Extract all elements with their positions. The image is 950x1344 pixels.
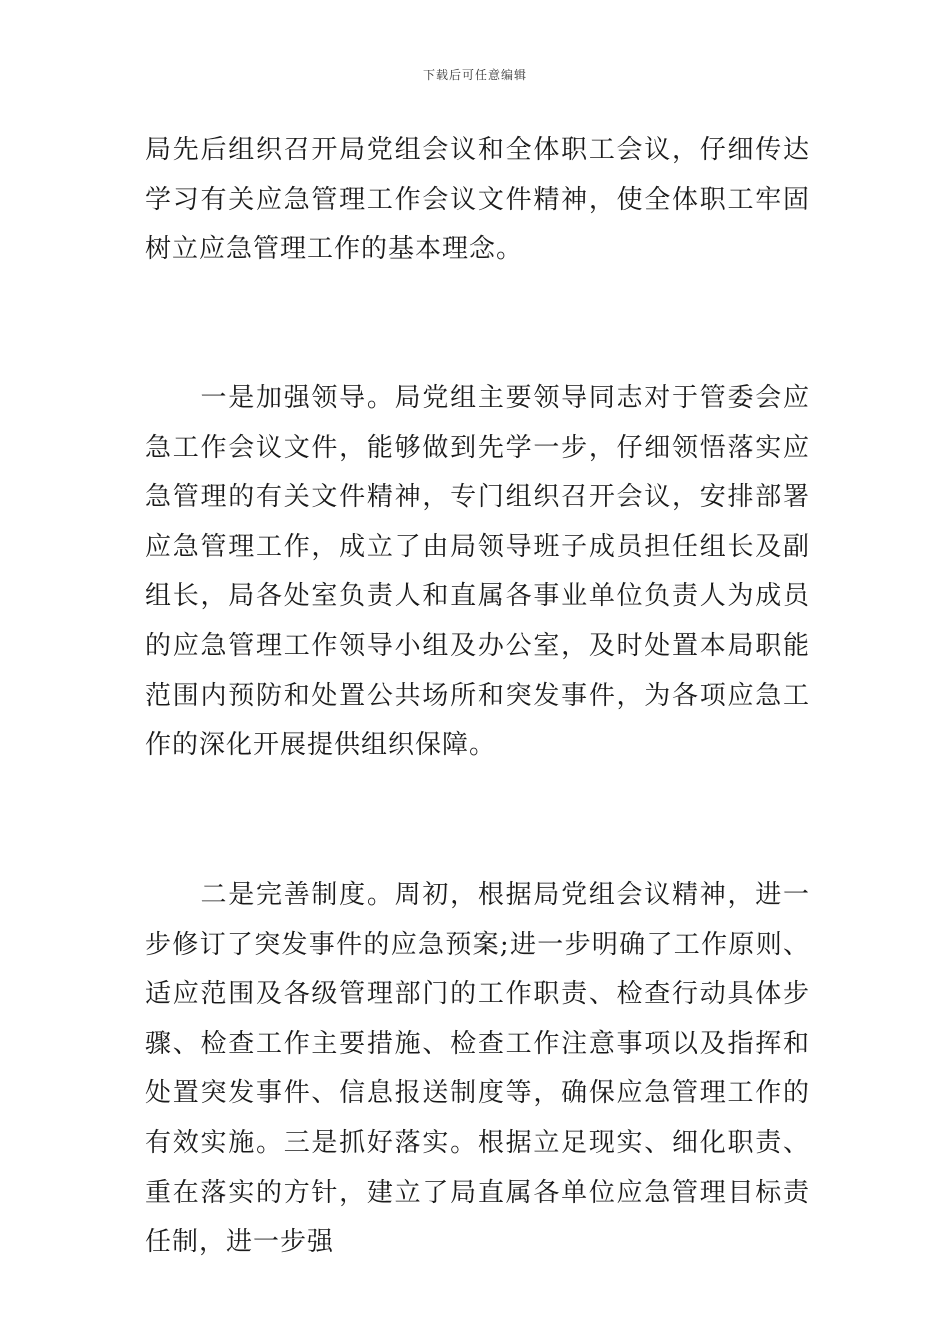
header-note: 下载后可任意编辑 — [422, 68, 527, 82]
body-paragraph-3: 二是完善制度。周初，根据局党组会议精神，进一步修订了突发事件的应急预案;进一步明确了工作原则、适应范围及各级管理部门的工作职责、检查行动具体步骤、检查工作主要措施、检查工作注意事项以及指挥和处置突发事件、信息报送制度等，确保应急管理工作的有效实施。三是抓好落实。根据立足现实、细化职责、重在落实的方针，建立了局直属各单位应急管理目标责任制，进一步强 — [145, 880, 810, 1258]
body-paragraph-2: 一是加强领导。局党组主要领导同志对于管委会应急工作会议文件，能够做到先学一步，仔细领悟落实应急管理的有关文件精神，专门组织召开会议，安排部署应急管理工作，成立了由局领导班子成员担任组长及副组长，局各处室负责人和直属各事业单位负责人为成员的应急管理工作领导小组及办公室，及时处置本局职能范围内预防和处置公共场所和突发事件，为各项应急工作的深化开展提供组织保障。 — [145, 383, 810, 761]
body-paragraph-1: 局先后组织召开局党组会议和全体职工会议，仔细传达学习有关应急管理工作会议文件精神，使全体职工牢固树立应急管理工作的基本理念。 — [145, 135, 810, 265]
